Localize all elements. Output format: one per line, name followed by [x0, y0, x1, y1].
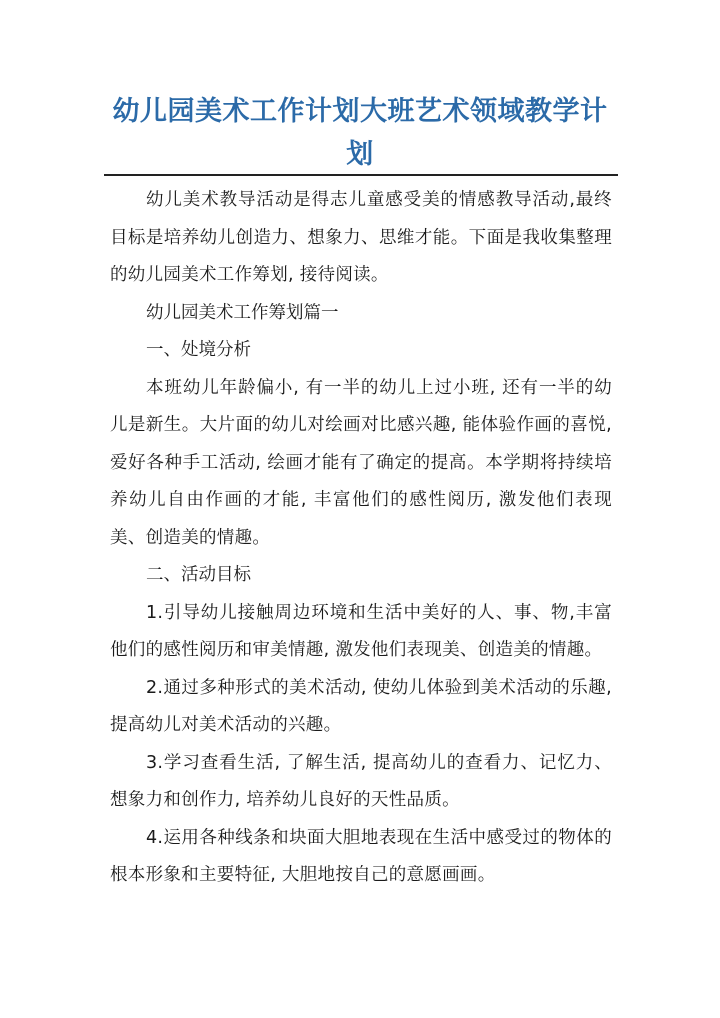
goal-item-4: 4.运用各种线条和块面大胆地表现在生活中感受过的物体的根本形象和主要特征, 大胆地按自己的意愿画画。	[110, 827, 612, 885]
goal-item-2: 2.通过多种形式的美术活动, 使幼儿体验到美术活动的乐趣, 提高幼儿对美术活动的兴趣。	[110, 677, 612, 735]
section-title: 幼儿园美术工作筹划篇一	[146, 302, 339, 323]
goal-item-3: 3.学习查看生活, 了解生活, 提高幼儿的查看力、记忆力、想象力和创作力, 培养幼儿良好的天性品质。	[110, 752, 612, 810]
document-body	[110, 182, 612, 895]
title-divider	[104, 174, 618, 176]
goal-item-1: 1.引导幼儿接触周边环境和生活中美好的人、事、物,丰富他们的感性阅历和审美情趣, 激发他们表现美、创造美的情趣。	[110, 602, 612, 660]
section-heading-situation: 一、处境分析	[146, 340, 251, 360]
document-title: 幼儿园美术工作计划大班艺术领域教学计划	[112, 96, 608, 170]
situation-paragraph: 本班幼儿年龄偏小, 有一半的幼儿上过小班, 还有一半的幼儿是新生。大片面的幼儿对绘画对比感兴趣, 能体验作画的喜悦, 爱好各种手工活动, 绘画才能有了确定的提高。本学期将持续培养幼儿自由作画的才能, 丰富他们的感性阅历, 激发他们表现美、创造美的情趣。	[110, 377, 612, 548]
section-heading-goals: 二、活动目标	[146, 565, 251, 585]
intro-paragraph: 幼儿美术教导活动是得志儿童感受美的情感教导活动,最终目标是培养幼儿创造力、想象力、思维才能。下面是我收集整理的幼儿园美术工作筹划, 接待阅读。	[110, 190, 612, 285]
